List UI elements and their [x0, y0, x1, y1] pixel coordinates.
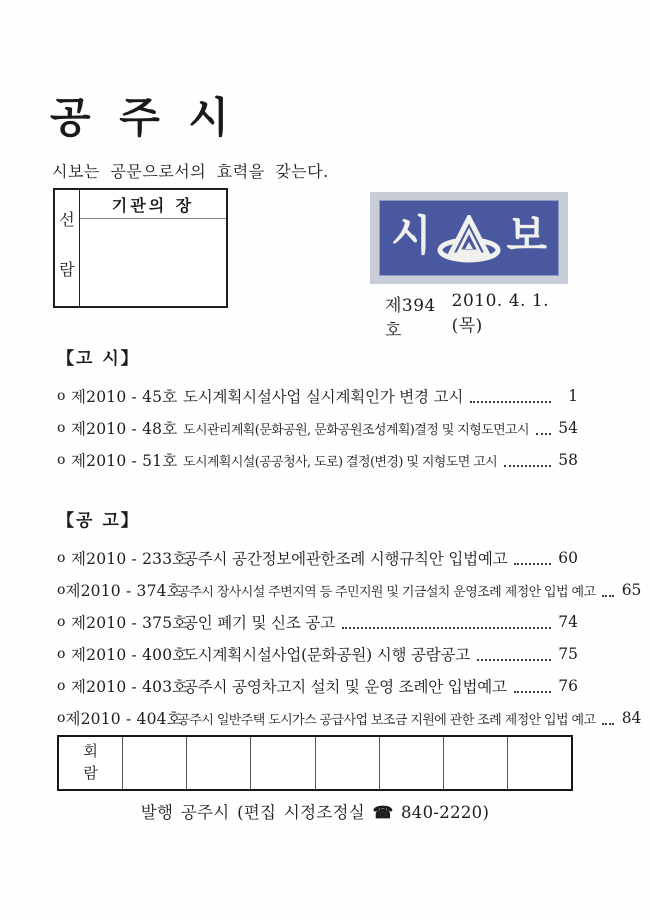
item-title: 도시관리계획(문화공원, 문화공원조성계획)결정 및 지형도면고시 [183, 422, 529, 438]
item-number: 제2010 - 403호 [71, 678, 188, 696]
issue-date: 2010. 4. 1.(목) [451, 291, 550, 336]
toc-item [57, 606, 578, 638]
section-heading: 【고 시】 [57, 349, 140, 369]
footer-prefix: 발행 공주시 (편집 시정조정실 [140, 803, 366, 822]
gazette-logo [370, 192, 568, 284]
item-number: 제2010 - 400호 [71, 646, 188, 664]
circulation-empty-cell [444, 737, 508, 789]
approval-side-char: 람 [59, 260, 75, 279]
item-bullet: o [57, 614, 66, 630]
item-bullet: o [57, 678, 66, 694]
toc-sections [57, 344, 642, 734]
dot-leader [470, 390, 551, 403]
item-number: 제2010 - 45호 [71, 388, 178, 406]
dot-leader [602, 584, 614, 597]
mountain-ellipse-icon [436, 215, 502, 267]
issue-number: 제394호 [385, 296, 436, 341]
circulation-label-char: 회 [83, 742, 98, 761]
circulation-box [57, 735, 573, 791]
publisher-footer [57, 799, 573, 823]
footer-number: 840-2220) [401, 803, 490, 822]
item-bullet: o [57, 646, 66, 662]
toc-item [57, 444, 578, 476]
item-page-number: 65 [621, 581, 642, 599]
phone-icon: ☎ [372, 803, 394, 822]
dot-leader [602, 712, 614, 725]
dot-leader [342, 616, 551, 629]
approval-side-label [55, 190, 80, 306]
item-page-number: 74 [558, 613, 578, 631]
circulation-empty-cell [123, 737, 187, 789]
item-page-number: 1 [568, 387, 578, 405]
logo-left-char: 시 [391, 211, 432, 260]
toc-item [57, 380, 578, 412]
item-title: 공주시 장사시설 주변지역 등 주민지원 및 기금설치 운영조례 제정안 입법 예고 [177, 584, 596, 600]
approval-empty-area [80, 219, 226, 306]
item-bullet: o [57, 452, 66, 468]
logo-right-char: 보 [506, 211, 547, 260]
circulation-empty-cell [380, 737, 444, 789]
circulation-label-char: 람 [83, 764, 98, 782]
item-title: 공인 폐기 및 신조 공고 [183, 614, 335, 632]
item-title: 공주시 공영차고지 설치 및 운영 조례안 입법예고 [183, 678, 507, 696]
toc-item [57, 670, 578, 702]
circulation-empty-cell [187, 737, 251, 789]
page-subtitle: 시보는 공문으로서의 효력을 갖는다. [52, 162, 329, 181]
toc-item [57, 574, 642, 606]
approval-main [80, 190, 226, 306]
item-bullet: o [57, 388, 66, 404]
circulation-empty-cell [251, 737, 315, 789]
toc-item [57, 542, 578, 574]
item-bullet: o [57, 710, 66, 726]
item-title: 도시계획시설(공공청사, 도로) 결정(변경) 및 지형도면 고시 [183, 454, 498, 470]
item-title: 공주시 일반주택 도시가스 공급사업 보조금 지원에 관한 조례 제정안 입법 예고 [177, 712, 596, 728]
item-page-number: 84 [621, 709, 642, 727]
section-heading: 【공 고】 [57, 511, 140, 531]
item-number: 제2010 - 233호 [71, 550, 188, 568]
item-page-number: 60 [558, 549, 578, 567]
item-bullet: o [57, 420, 66, 436]
item-page-number: 58 [558, 451, 578, 469]
circulation-empty-cell [508, 737, 571, 789]
dot-leader [514, 552, 551, 565]
item-title: 도시계획시설사업 실시계획인가 변경 고시 [183, 388, 464, 406]
gazette-logo-core [379, 200, 559, 276]
circulation-label-cell [59, 737, 123, 789]
item-bullet: o [57, 582, 66, 598]
page-title: 공 주 시 [50, 93, 236, 142]
item-number: 제2010 - 374호 [65, 582, 182, 600]
item-bullet: o [57, 550, 66, 566]
item-page-number: 76 [558, 677, 578, 695]
item-number: 제2010 - 404호 [65, 710, 182, 728]
item-page-number: 75 [558, 645, 578, 663]
dot-leader [504, 454, 551, 467]
toc-section [57, 506, 642, 734]
item-page-number: 54 [558, 419, 578, 437]
toc-item [57, 412, 578, 444]
item-title: 공주시 공간정보에관한조례 시행규칙안 입법예고 [183, 550, 508, 568]
dot-leader [514, 680, 551, 693]
circulation-empty-cell [316, 737, 380, 789]
approval-side-char: 선 [59, 210, 75, 229]
issue-line [385, 291, 578, 341]
toc-section [57, 344, 578, 476]
dot-leader [536, 422, 551, 435]
approval-header: 기관의 장 [80, 190, 226, 219]
item-number: 제2010 - 51호 [71, 452, 178, 470]
item-number: 제2010 - 48호 [71, 420, 178, 438]
dot-leader [477, 648, 551, 661]
item-number: 제2010 - 375호 [71, 614, 188, 632]
item-title: 도시계획시설사업(문화공원) 시행 공람공고 [183, 646, 471, 664]
toc-item [57, 638, 578, 670]
toc-item [57, 702, 642, 734]
approval-stamp-box [53, 188, 228, 308]
